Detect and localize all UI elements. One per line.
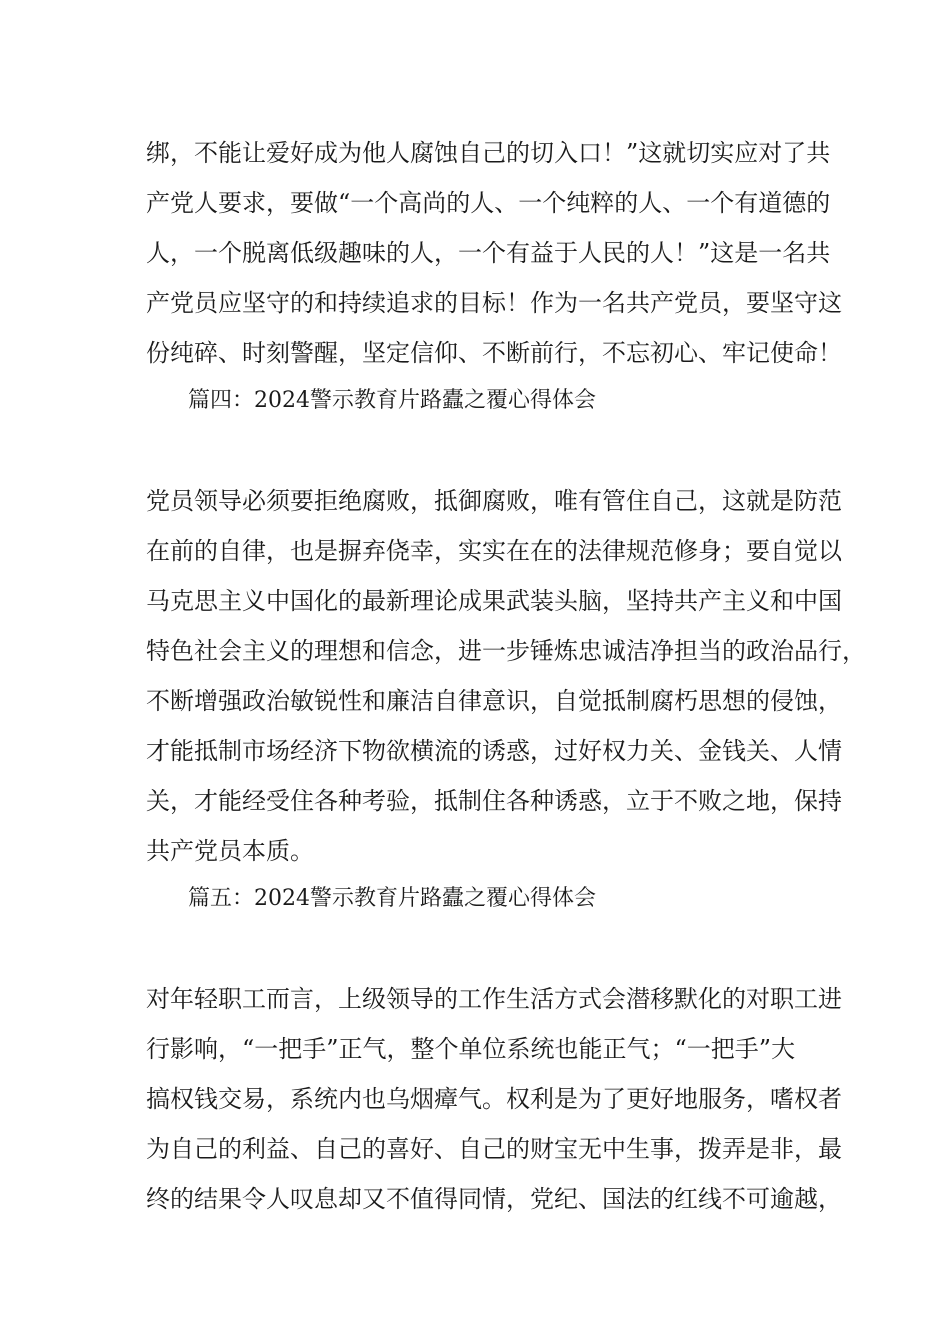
paragraph-1-line-1: 绑，不能让爱好成为他人腐蚀自己的切入口！”这就切实应对了共 [146, 139, 831, 167]
section-heading-5: 篇五：2024警示教育片路蠹之覆心得体会 [188, 886, 596, 911]
section-heading-4: 篇四：2024警示教育片路蠹之覆心得体会 [188, 388, 596, 413]
paragraph-2-line-1: 党员领导必须要拒绝腐败，抵御腐败，唯有管住自己，这就是防范 [146, 487, 842, 515]
paragraph-3-line-4: 为自己的利益、自己的喜好、自己的财宝无中生事，拨弄是非，最 [146, 1135, 842, 1163]
paragraph-3-line-5: 终的结果令人叹息却又不值得同情，党纪、国法的红线不可逾越， [146, 1185, 842, 1213]
paragraph-3-line-1: 对年轻职工而言，上级领导的工作生活方式会潜移默化的对职工进 [146, 985, 842, 1013]
paragraph-2-line-4: 特色社会主义的理想和信念，进一步锤炼忠诚洁净担当的政治品行， [146, 637, 866, 665]
paragraph-2-line-6: 才能抵制市场经济下物欲横流的诱惑，过好权力关、金钱关、人情 [146, 737, 842, 765]
paragraph-3-line-2: 行影响，“一把手”正气，整个单位系统也能正气；“一把手”大 [146, 1035, 796, 1063]
paragraph-3-line-3: 搞权钱交易，系统内也乌烟瘴气。权利是为了更好地服务，嗜权者 [146, 1085, 842, 1113]
paragraph-1-line-2: 产党人要求，要做“一个高尚的人、一个纯粹的人、一个有道德的 [146, 189, 831, 217]
paragraph-2-line-3: 马克思主义中国化的最新理论成果武装头脑，坚持共产主义和中国 [146, 587, 842, 615]
paragraph-2-line-5: 不断增强政治敏锐性和廉洁自律意识，自觉抵制腐朽思想的侵蚀， [146, 687, 842, 715]
paragraph-1-line-4: 产党员应坚守的和持续追求的目标！作为一名共产党员，要坚守这 [146, 289, 842, 317]
paragraph-2-line-2: 在前的自律，也是摒弃侥幸，实实在在的法律规范修身；要自觉以 [146, 537, 842, 565]
paragraph-1-line-3: 人，一个脱离低级趣味的人，一个有益于人民的人！”这是一名共 [146, 239, 831, 267]
paragraph-2-line-7: 关，才能经受住各种考验，抵制住各种诱惑，立于不败之地，保持 [146, 787, 842, 815]
paragraph-1-line-5: 份纯碎、时刻警醒，坚定信仰、不断前行，不忘初心、牢记使命！ [146, 339, 842, 367]
paragraph-2-line-8: 共产党员本质。 [146, 837, 314, 865]
